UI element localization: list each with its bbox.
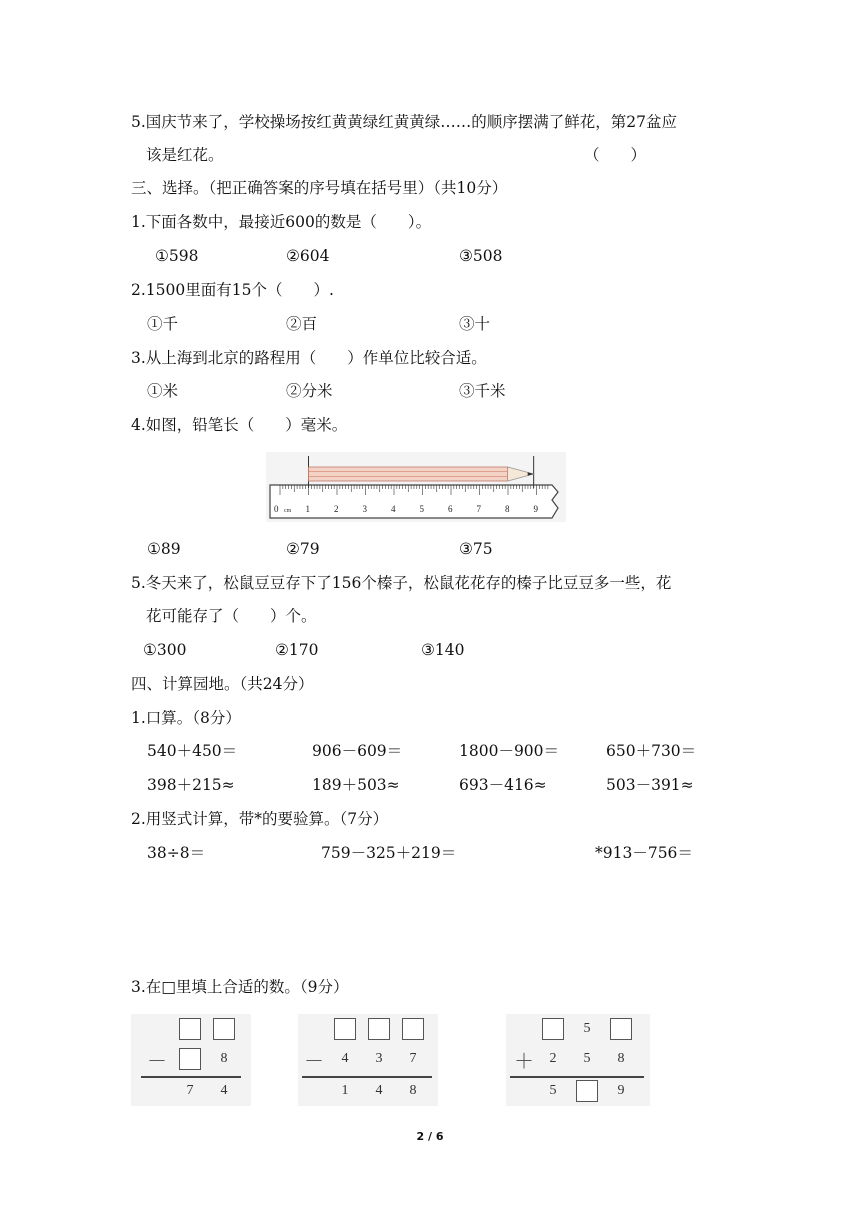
page-number: 2 / 6 <box>416 1130 444 1143</box>
puzzle-1-operator: － <box>147 1049 167 1073</box>
q3-1-option-2: ②604 <box>286 247 330 265</box>
vertical-item-1: 38÷8＝ <box>147 844 206 862</box>
puzzle-2-mid-2: 3 <box>375 1051 383 1066</box>
puzzle-3-box-result-2[interactable] <box>576 1080 598 1102</box>
puzzle-2-rule <box>302 1076 432 1078</box>
puzzle-2-result-2: 4 <box>375 1083 383 1098</box>
ruler-body <box>270 485 558 518</box>
oral-r2-c3: 693－416≈ <box>459 776 547 794</box>
question-3-3: 3.从上海到北京的路程用（ ）作单位比较合适。 <box>131 349 487 367</box>
puzzle-1-rule <box>141 1076 241 1078</box>
question-3-1: 1.下面各数中，最接近600的数是（ ）。 <box>131 213 432 231</box>
question-3-4: 4.如图，铅笔长（ ）毫米。 <box>131 416 348 434</box>
puzzle-3-box-top-1[interactable] <box>542 1018 564 1040</box>
q3-4-option-1: ①89 <box>147 540 181 558</box>
fill-box-title: 3.在□里填上合适的数。（9分） <box>131 978 349 996</box>
oral-r1-c4: 650＋730＝ <box>606 742 697 760</box>
puzzle-2-operator: － <box>304 1049 324 1073</box>
q3-1-option-1: ①598 <box>155 247 199 265</box>
puzzle-1-box-top-1[interactable] <box>179 1018 201 1040</box>
question-3-5-line1: 5.冬天来了，松鼠豆豆存下了156个榛子，松鼠花花存的榛子比豆豆多一些，花 <box>131 574 672 592</box>
q3-5-option-1: ①300 <box>143 641 187 659</box>
fill-puzzle-2 <box>298 1014 438 1106</box>
ruler-label: 2 <box>334 504 339 514</box>
puzzle-1-result-1: 7 <box>186 1083 194 1098</box>
ruler-label: 9 <box>533 504 538 514</box>
judge-item-5-bracket[interactable]: （ ） <box>584 146 647 164</box>
q3-3-option-3: ③千米 <box>459 382 506 400</box>
judge-item-5-line2: 该是红花。 <box>146 146 224 164</box>
pencil-icon <box>309 467 534 481</box>
q3-2-option-3: ③十 <box>459 315 491 333</box>
puzzle-2-mid-1: 4 <box>341 1051 349 1066</box>
puzzle-1-digit-mid: 8 <box>220 1051 228 1066</box>
oral-r1-c1: 540＋450＝ <box>147 742 238 760</box>
ruler-label: 4 <box>391 504 396 514</box>
section-3-heading: 三、选择。（把正确答案的序号填在括号里）（共10分） <box>131 179 508 197</box>
puzzle-1-result-2: 4 <box>220 1083 228 1098</box>
puzzle-3-result-1: 5 <box>549 1083 557 1098</box>
question-3-5-line2: 花可能存了（ ）个。 <box>146 607 317 625</box>
puzzle-3-mid-1: 2 <box>549 1051 557 1066</box>
fill-puzzle-1 <box>131 1014 251 1106</box>
ruler-unit-label: cm <box>284 508 292 514</box>
ruler-pencil-figure <box>266 452 566 522</box>
ruler-label: 1 <box>305 504 310 514</box>
ruler-label: 3 <box>362 504 367 514</box>
q3-1-option-3: ③508 <box>459 247 503 265</box>
q3-5-option-2: ②170 <box>275 641 319 659</box>
oral-r2-c4: 503－391≈ <box>606 776 694 794</box>
puzzle-2-box-top-1[interactable] <box>334 1018 356 1040</box>
puzzle-2-result-1: 1 <box>341 1083 349 1098</box>
q3-3-option-2: ②分米 <box>286 382 333 400</box>
oral-r1-c3: 1800－900＝ <box>459 742 560 760</box>
ruler-label: 0 <box>274 504 279 514</box>
ruler-label: 8 <box>505 504 510 514</box>
puzzle-2-result-3: 8 <box>409 1083 417 1098</box>
puzzle-2-box-top-2[interactable] <box>368 1018 390 1040</box>
puzzle-3-operator: ＋ <box>514 1049 534 1073</box>
q3-2-option-2: ②百 <box>286 315 318 333</box>
q3-2-option-1: ①千 <box>147 315 179 333</box>
puzzle-2-box-top-3[interactable] <box>402 1018 424 1040</box>
oral-r2-c2: 189＋503≈ <box>312 776 400 794</box>
puzzle-3-mid-3: 8 <box>617 1051 625 1066</box>
q3-4-option-3: ③75 <box>459 540 493 558</box>
oral-r1-c2: 906－609＝ <box>312 742 403 760</box>
judge-item-5-line1: 5.国庆节来了，学校操场按红黄黄绿红黄黄绿……的顺序摆满了鲜花，第27盆应 <box>131 113 678 131</box>
puzzle-3-top-mid: 5 <box>583 1021 591 1036</box>
q3-3-option-1: ①米 <box>147 382 179 400</box>
oral-calc-title: 1.口算。（8分） <box>131 709 241 727</box>
vertical-calc-title: 2.用竖式计算，带*的要验算。（7分） <box>131 810 389 828</box>
puzzle-1-box-top-2[interactable] <box>213 1018 235 1040</box>
ruler-pencil-svg <box>266 452 566 522</box>
section-4-heading: 四、计算园地。（共24分） <box>131 675 314 693</box>
ruler-label: 5 <box>419 504 424 514</box>
puzzle-3-result-3: 9 <box>617 1083 625 1098</box>
puzzle-3-mid-2: 5 <box>583 1051 591 1066</box>
ruler-label: 7 <box>476 504 481 514</box>
vertical-item-3: *913－756＝ <box>595 844 693 862</box>
question-3-2: 2.1500里面有15个（ ）. <box>131 281 334 299</box>
puzzle-1-box-mid[interactable] <box>179 1048 201 1070</box>
puzzle-3-rule <box>510 1076 644 1078</box>
oral-r2-c1: 398＋215≈ <box>147 776 235 794</box>
ruler-label: 6 <box>448 504 453 514</box>
vertical-item-2: 759－325＋219＝ <box>321 844 457 862</box>
q3-4-option-2: ②79 <box>286 540 320 558</box>
puzzle-2-mid-3: 7 <box>409 1051 417 1066</box>
puzzle-3-box-top-3[interactable] <box>610 1018 632 1040</box>
fill-puzzle-3 <box>506 1014 650 1106</box>
q3-5-option-3: ③140 <box>421 641 465 659</box>
